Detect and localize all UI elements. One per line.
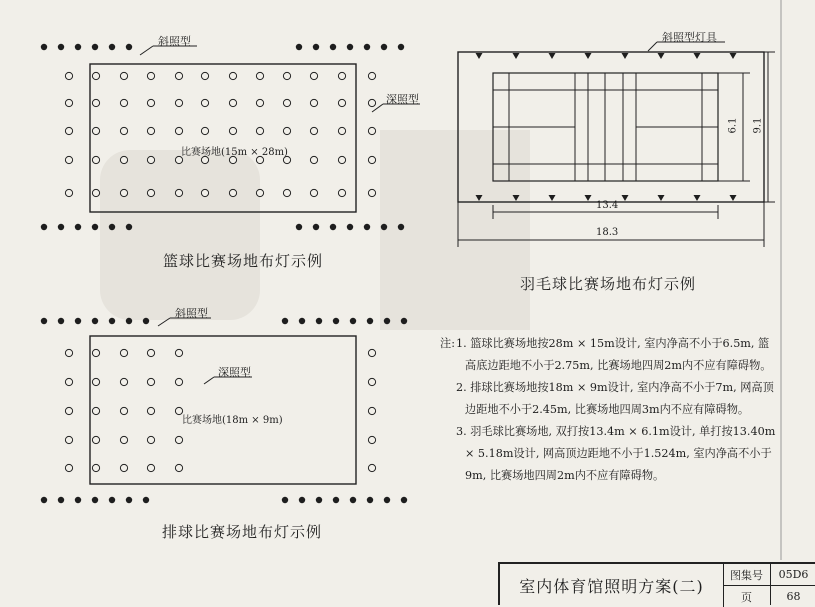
oblique-lamp-icon: [384, 497, 390, 503]
deep-lamp-icon: [368, 72, 375, 79]
oblique-lamp-icon: [296, 224, 302, 230]
deep-lamp-icon: [65, 407, 72, 414]
oblique-lamp-icon: [92, 318, 98, 324]
fixture-triangle-icon: [476, 53, 483, 59]
note-item: 1. 篮球比赛场地按28m × 15m设计, 室内净高不小于6.5m, 篮高底边距地不小于2.75m, 比赛场地四周2m内不应有障碍物。: [456, 337, 772, 372]
oblique-lamp-icon: [364, 44, 370, 50]
deep-lamp-icon: [147, 127, 154, 134]
oblique-lamp-icon: [330, 224, 336, 230]
deep-lamp-icon: [338, 72, 345, 79]
fixture-triangle-icon: [585, 53, 592, 59]
oblique-lamp-icon: [58, 44, 64, 50]
deep-lamp-icon: [175, 464, 182, 471]
deep-lamp-icon: [175, 189, 182, 196]
deep-lamp-icon: [201, 189, 208, 196]
oblique-lamp-icon: [41, 44, 47, 50]
oblique-lamp-icon: [350, 497, 356, 503]
note-item: 2. 排球比赛场地按18m × 9m设计, 室内净高不小于7m, 网高顶边距地不小于2.45m, 比赛场地四周3m内不应有障碍物。: [456, 381, 774, 416]
badminton-dim-9-1: 9.1: [752, 117, 764, 134]
page-label: 页: [741, 590, 752, 604]
oblique-lamp-icon: [109, 318, 115, 324]
oblique-lamp-icon: [75, 224, 81, 230]
basketball-oblique-label: 斜照型: [158, 35, 191, 48]
volleyball-court: [90, 336, 356, 484]
deep-lamp-icon: [310, 189, 317, 196]
basketball-caption: 篮球比赛场地布灯示例: [163, 252, 324, 270]
oblique-lamp-icon: [299, 497, 305, 503]
deep-lamp-icon: [65, 99, 72, 106]
deep-lamp-icon: [120, 407, 127, 414]
oblique-lamp-icon: [316, 497, 322, 503]
deep-lamp-icon: [368, 436, 375, 443]
fixture-triangle-icon: [730, 195, 737, 201]
deep-lamp-icon: [338, 127, 345, 134]
oblique-lamp-icon: [330, 44, 336, 50]
deep-lamp-icon: [65, 189, 72, 196]
oblique-lamp-icon: [347, 44, 353, 50]
deep-lamp-icon: [92, 189, 99, 196]
oblique-lamp-icon: [313, 224, 319, 230]
volleyball-oblique-lamps-bottom: [41, 497, 407, 503]
deep-lamp-icon: [368, 189, 375, 196]
fixture-triangle-icon: [694, 195, 701, 201]
oblique-lamp-icon: [92, 224, 98, 230]
deep-lamp-icon: [147, 378, 154, 385]
deep-lamp-icon: [368, 407, 375, 414]
deep-lamp-icon: [310, 156, 317, 163]
deep-lamp-icon: [65, 464, 72, 471]
deep-lamp-icon: [65, 72, 72, 79]
leader-oblique-vb-tip: [158, 318, 170, 326]
oblique-lamp-icon: [92, 44, 98, 50]
oblique-lamp-icon: [126, 224, 132, 230]
deep-lamp-icon: [65, 436, 72, 443]
fixture-triangle-icon: [622, 195, 629, 201]
deep-lamp-icon: [92, 156, 99, 163]
deep-lamp-icon: [368, 349, 375, 356]
badminton-caption: 羽毛球比赛场地布灯示例: [520, 275, 697, 293]
deep-lamp-icon: [175, 378, 182, 385]
badminton-dim-18-3: 18.3: [596, 227, 619, 238]
fixture-triangle-icon: [622, 53, 629, 59]
deep-lamp-icon: [120, 156, 127, 163]
notes-block: [440, 333, 780, 487]
oblique-lamp-icon: [143, 318, 149, 324]
deep-lamp-icon: [147, 436, 154, 443]
deep-lamp-icon: [65, 127, 72, 134]
deep-lamp-icon: [65, 378, 72, 385]
oblique-lamp-icon: [126, 44, 132, 50]
oblique-lamp-icon: [126, 497, 132, 503]
atlas-label: 图集号: [730, 568, 763, 582]
deep-lamp-icon: [175, 349, 182, 356]
title-block: [498, 562, 815, 605]
deep-lamp-icon: [229, 99, 236, 106]
oblique-lamp-icon: [384, 318, 390, 324]
oblique-lamp-icon: [109, 44, 115, 50]
oblique-lamp-icon: [58, 497, 64, 503]
notes-head: 注:: [440, 337, 455, 350]
volleyball-deep-label: 深照型: [218, 366, 251, 379]
badminton-court-lines: [493, 73, 718, 181]
oblique-lamp-icon: [401, 318, 407, 324]
oblique-lamp-icon: [41, 224, 47, 230]
leader-deep-vb-tip: [204, 377, 214, 384]
note-item: 3. 羽毛球比赛场地, 双打按13.4m × 6.1m设计, 单打按13.40m × 5.18m设计, 网高顶边距地不小于1.524m, 室内净高不小于9m, 比赛场地四周2m内不应有障碍物。: [456, 425, 776, 482]
oblique-lamp-icon: [109, 497, 115, 503]
volleyball-oblique-label: 斜照型: [175, 307, 208, 320]
oblique-lamp-icon: [282, 318, 288, 324]
deep-lamp-icon: [338, 156, 345, 163]
oblique-lamp-icon: [75, 44, 81, 50]
badminton-dim-13-4: 13.4: [596, 200, 619, 211]
deep-lamp-icon: [147, 349, 154, 356]
oblique-lamp-icon: [381, 224, 387, 230]
fixture-triangle-icon: [476, 195, 483, 201]
oblique-lamp-icon: [398, 224, 404, 230]
deep-lamp-icon: [92, 127, 99, 134]
oblique-lamp-icon: [347, 224, 353, 230]
oblique-lamp-icon: [299, 318, 305, 324]
deep-lamp-icon: [310, 127, 317, 134]
oblique-lamp-icon: [367, 318, 373, 324]
oblique-lamp-icon: [316, 318, 322, 324]
deep-lamp-icon: [283, 72, 290, 79]
basketball-oblique-lamps-top: [41, 44, 404, 50]
fixture-triangle-icon: [585, 195, 592, 201]
deep-lamp-icon: [147, 99, 154, 106]
deep-lamp-icon: [120, 349, 127, 356]
deep-lamp-icon: [175, 99, 182, 106]
oblique-lamp-icon: [282, 497, 288, 503]
deep-lamp-icon: [368, 464, 375, 471]
deep-lamp-icon: [283, 127, 290, 134]
deep-lamp-icon: [147, 464, 154, 471]
oblique-lamp-icon: [398, 44, 404, 50]
deep-lamp-icon: [92, 407, 99, 414]
volleyball-caption: 排球比赛场地布灯示例: [162, 523, 323, 541]
deep-lamp-icon: [229, 72, 236, 79]
deep-lamp-icon: [310, 72, 317, 79]
badminton-dim-6-1: 6.1: [727, 117, 739, 134]
deep-lamp-icon: [120, 127, 127, 134]
basketball-court-label: 比赛场地(15m × 28m): [181, 147, 288, 158]
volleyball-oblique-lamps-top: [41, 318, 407, 324]
deep-lamp-icon: [65, 349, 72, 356]
deep-lamp-icon: [201, 72, 208, 79]
fixture-triangle-icon: [730, 53, 737, 59]
deep-lamp-icon: [147, 156, 154, 163]
deep-lamp-icon: [310, 99, 317, 106]
deep-lamp-icon: [120, 464, 127, 471]
deep-lamp-icon: [229, 189, 236, 196]
oblique-lamp-icon: [75, 318, 81, 324]
fixture-triangle-icon: [658, 195, 665, 201]
fixture-triangle-icon: [658, 53, 665, 59]
deep-lamp-icon: [147, 189, 154, 196]
oblique-lamp-icon: [143, 497, 149, 503]
volleyball-court-label: 比赛场地(18m × 9m): [182, 415, 283, 426]
oblique-lamp-icon: [58, 224, 64, 230]
badminton-fixture-label: 斜照型灯具: [662, 31, 717, 44]
deep-lamp-icon: [338, 189, 345, 196]
oblique-lamp-icon: [41, 318, 47, 324]
oblique-lamp-icon: [364, 224, 370, 230]
deep-lamp-icon: [92, 378, 99, 385]
drawing-title: 室内体育馆照明方案(二): [500, 564, 724, 607]
deep-lamp-icon: [368, 156, 375, 163]
deep-lamp-icon: [338, 99, 345, 106]
oblique-lamp-icon: [401, 497, 407, 503]
deep-lamp-icon: [120, 99, 127, 106]
oblique-lamp-icon: [333, 318, 339, 324]
deep-lamp-icon: [92, 72, 99, 79]
deep-lamp-icon: [120, 378, 127, 385]
fixture-triangle-icon: [694, 53, 701, 59]
fixture-triangle-icon: [513, 53, 520, 59]
fixture-triangle-icon: [549, 195, 556, 201]
deep-lamp-icon: [120, 436, 127, 443]
oblique-lamp-icon: [126, 318, 132, 324]
oblique-lamp-icon: [367, 497, 373, 503]
deep-lamp-icon: [175, 72, 182, 79]
deep-lamp-icon: [368, 99, 375, 106]
basketball-deep-lamps: [65, 72, 375, 196]
oblique-lamp-icon: [350, 318, 356, 324]
deep-lamp-icon: [256, 189, 263, 196]
deep-lamp-icon: [120, 189, 127, 196]
oblique-lamp-icon: [296, 44, 302, 50]
deep-lamp-icon: [256, 99, 263, 106]
oblique-lamp-icon: [333, 497, 339, 503]
oblique-lamp-icon: [313, 44, 319, 50]
basketball-oblique-lamps-bottom: [41, 224, 404, 230]
deep-lamp-icon: [283, 99, 290, 106]
deep-lamp-icon: [368, 378, 375, 385]
oblique-lamp-icon: [92, 497, 98, 503]
atlas-value: 05D6: [778, 568, 809, 581]
basketball-deep-label: 深照型: [386, 93, 419, 106]
oblique-lamp-icon: [75, 497, 81, 503]
deep-lamp-icon: [201, 127, 208, 134]
deep-lamp-icon: [256, 72, 263, 79]
fixture-triangle-icon: [549, 53, 556, 59]
leader-oblique-bb-tip: [140, 46, 153, 55]
deep-lamp-icon: [283, 189, 290, 196]
deep-lamp-icon: [368, 127, 375, 134]
fixture-triangle-icon: [513, 195, 520, 201]
deep-lamp-icon: [201, 99, 208, 106]
deep-lamp-icon: [65, 156, 72, 163]
deep-lamp-icon: [175, 127, 182, 134]
deep-lamp-icon: [92, 436, 99, 443]
oblique-lamp-icon: [381, 44, 387, 50]
deep-lamp-icon: [92, 349, 99, 356]
deep-lamp-icon: [256, 127, 263, 134]
oblique-lamp-icon: [109, 224, 115, 230]
deep-lamp-icon: [92, 464, 99, 471]
deep-lamp-icon: [92, 99, 99, 106]
deep-lamp-icon: [147, 407, 154, 414]
oblique-lamp-icon: [41, 497, 47, 503]
deep-lamp-icon: [229, 127, 236, 134]
deep-lamp-icon: [175, 436, 182, 443]
deep-lamp-icon: [147, 72, 154, 79]
page-value: 68: [786, 590, 801, 603]
deep-lamp-icon: [120, 72, 127, 79]
oblique-lamp-icon: [58, 318, 64, 324]
